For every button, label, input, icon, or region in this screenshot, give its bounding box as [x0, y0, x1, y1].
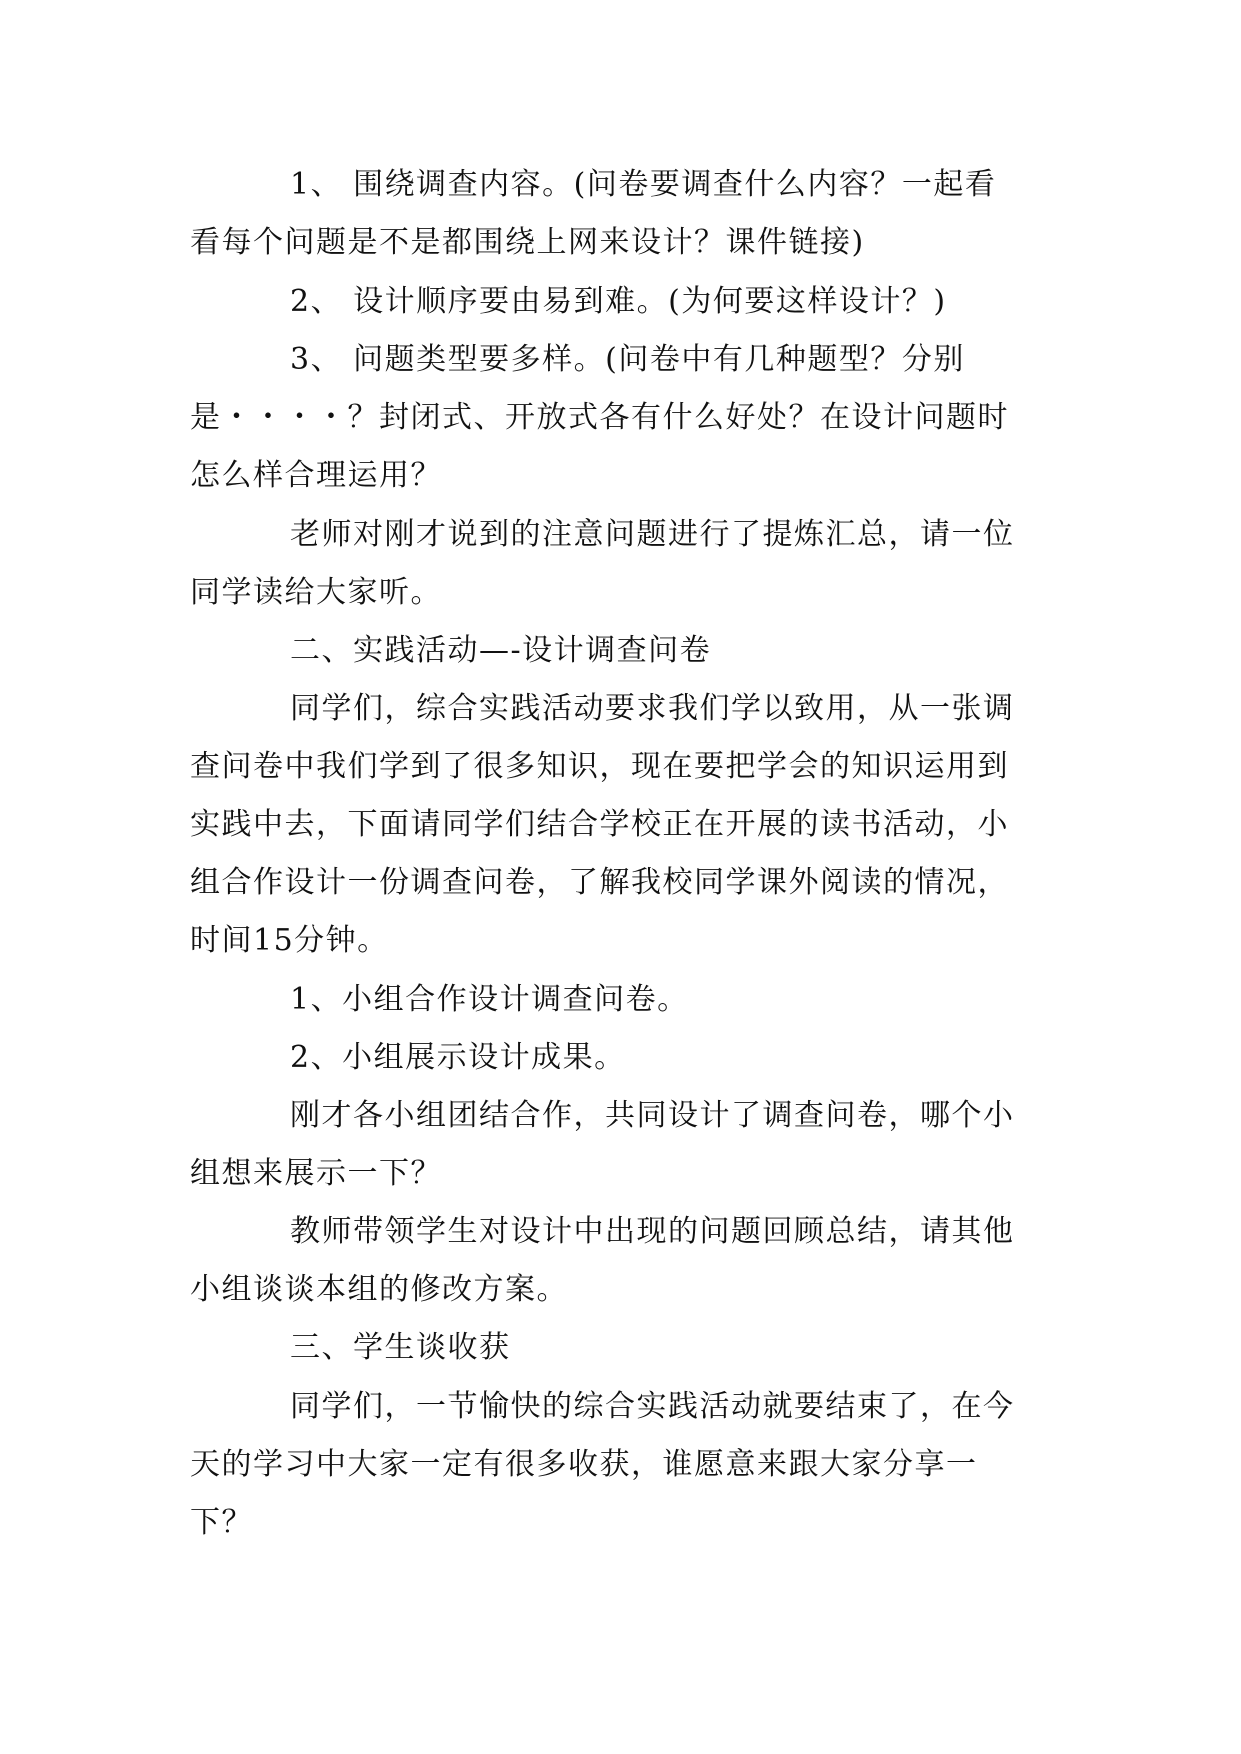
review-line-2: 小组谈谈本组的修改方案。 — [190, 1272, 568, 1307]
group-show-line-2: 组想来展示一下？ — [190, 1156, 442, 1191]
activity-intro-line-3: 实践中去，下面请同学们结合学校正在开展的读书活动，小 — [190, 807, 1009, 842]
activity-intro-line-4: 组合作设计一份调查问卷，了解我校同学课外阅读的情况， — [190, 865, 1009, 900]
item-3-line-3: 怎么样合理运用？ — [190, 458, 442, 493]
step-1-line: 1、小组合作设计调查问卷。 — [290, 982, 689, 1017]
item-1-line-2: 看每个问题是不是都围绕上网来设计？课件链接) — [190, 225, 865, 260]
teacher-summary-line-1: 老师对刚才说到的注意问题进行了提炼汇总，请一位 — [290, 517, 1015, 552]
item-1-line-1: 1、 围绕调查内容。(问卷要调查什么内容？一起看 — [290, 167, 997, 202]
activity-intro-line-1: 同学们，综合实践活动要求我们学以致用，从一张调 — [290, 691, 1015, 726]
activity-intro-line-2: 查问卷中我们学到了很多知识，现在要把学会的知识运用到 — [190, 749, 1009, 784]
item-3-line-1: 3、 问题类型要多样。(问卷中有几种题型？分别 — [290, 342, 965, 377]
closing-line-3: 下？ — [190, 1505, 253, 1540]
teacher-summary-line-2: 同学读给大家听。 — [190, 575, 442, 610]
closing-line-2: 天的学习中大家一定有很多收获，谁愿意来跟大家分享一 — [190, 1447, 978, 1482]
section-2-heading: 二、实践活动—-设计调查问卷 — [290, 633, 712, 668]
activity-intro-line-5: 时间15分钟。 — [190, 923, 389, 958]
item-2-line: 2、 设计顺序要由易到难。(为何要这样设计？) — [290, 284, 947, 319]
group-show-line-1: 刚才各小组团结合作，共同设计了调查问卷，哪个小 — [290, 1098, 1015, 1133]
item-3-line-2: 是・・・・？封闭式、开放式各有什么好处？在设计问题时 — [190, 400, 1009, 435]
review-line-1: 教师带领学生对设计中出现的问题回顾总结，请其他 — [290, 1214, 1015, 1249]
step-2-line: 2、小组展示设计成果。 — [290, 1040, 626, 1075]
closing-line-1: 同学们，一节愉快的综合实践活动就要结束了，在今 — [290, 1389, 1015, 1424]
section-3-heading: 三、学生谈收获 — [290, 1330, 511, 1365]
